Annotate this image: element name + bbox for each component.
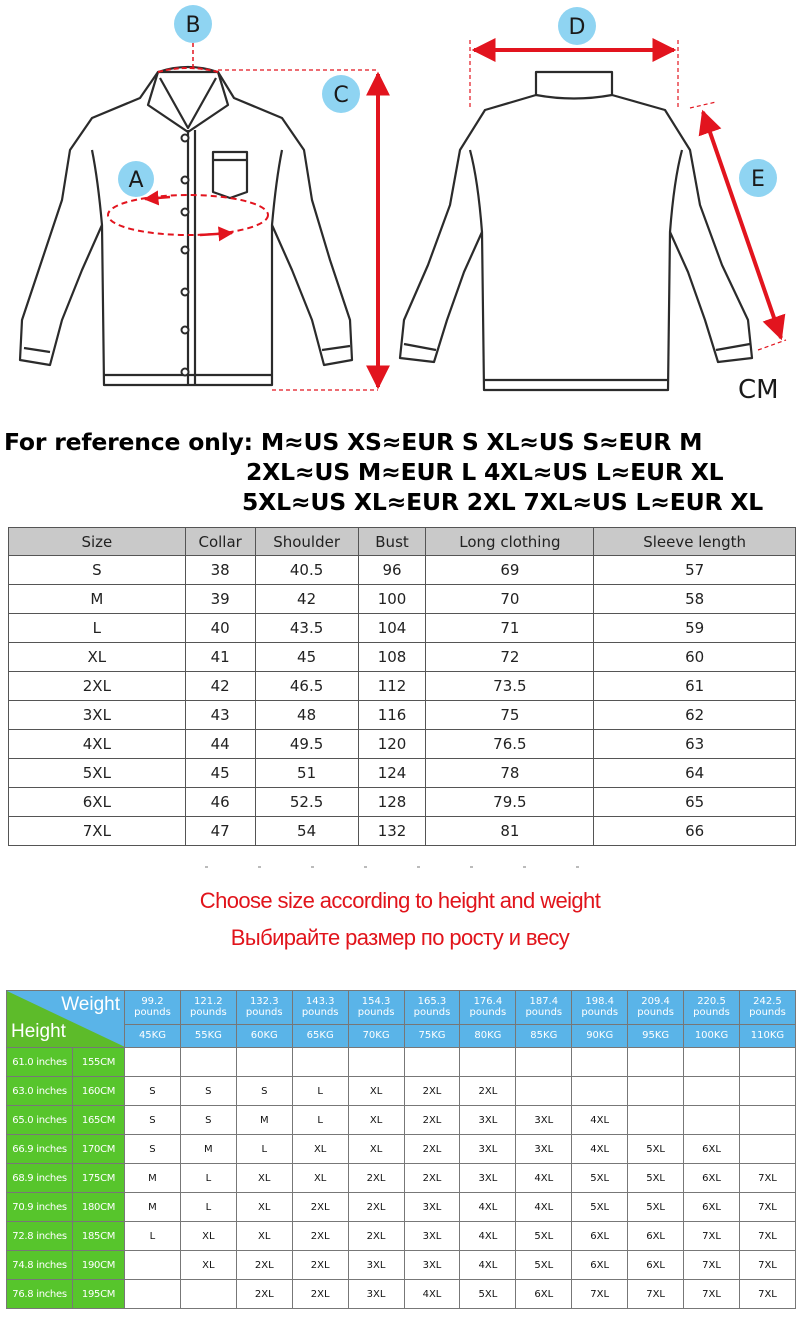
table-cell: XL xyxy=(9,643,186,672)
table-cell: 4XL xyxy=(9,730,186,759)
recommended-size-cell: L xyxy=(125,1222,181,1251)
height-inches-cell: 72.8 inches xyxy=(7,1222,73,1251)
table-cell: 81 xyxy=(426,817,594,846)
pounds-value: 121.2 xyxy=(194,996,223,1008)
recommended-size-cell: 5XL xyxy=(628,1164,684,1193)
choose-size-text-en: Choose size according to height and weight xyxy=(199,888,601,913)
label-bubble-a xyxy=(118,161,154,197)
recommended-size-cell: 3XL xyxy=(460,1164,516,1193)
recommended-size-cell: 4XL xyxy=(460,1193,516,1222)
height-inches-cell: 61.0 inches xyxy=(7,1048,73,1077)
table-cell: 40 xyxy=(185,614,255,643)
table-cell: 78 xyxy=(426,759,594,788)
recommended-size-cell xyxy=(125,1280,181,1309)
table-cell: 96 xyxy=(358,556,426,585)
weight-kg-cell: 90KG xyxy=(572,1024,628,1047)
recommended-size-cell: 5XL xyxy=(572,1193,628,1222)
recommended-size-cell: 2XL xyxy=(292,1222,348,1251)
recommended-size-cell: XL xyxy=(236,1222,292,1251)
weight-kg-cell: 100KG xyxy=(684,1024,740,1047)
pounds-value: 198.4 xyxy=(585,996,615,1008)
pounds-value: 165.3 xyxy=(417,996,447,1008)
recommended-size-cell: 7XL xyxy=(684,1222,740,1251)
label-bubble-e xyxy=(739,159,777,197)
recommended-size-cell xyxy=(739,1077,795,1106)
recommended-size-cell: 2XL xyxy=(348,1222,404,1251)
height-inches-cell: 70.9 inches xyxy=(7,1193,73,1222)
table-cell: 38 xyxy=(185,556,255,585)
pounds-value: 209.4 xyxy=(641,996,670,1008)
svg-text:A: A xyxy=(128,168,144,193)
table-row xyxy=(7,1280,796,1309)
recommended-size-cell xyxy=(180,1048,236,1077)
table-row xyxy=(9,556,796,585)
recommended-size-cell xyxy=(460,1048,516,1077)
separator-dots xyxy=(0,866,800,868)
weight-pounds-cell xyxy=(572,991,628,1025)
recommended-size-cell xyxy=(739,1048,795,1077)
recommended-size-cell: 2XL xyxy=(348,1193,404,1222)
recommended-size-cell: 2XL xyxy=(348,1164,404,1193)
table-row xyxy=(9,585,796,614)
column-header: Shoulder xyxy=(255,528,358,556)
reference-line-3: 5XL≈US XL≈EUR 2XL 7XL≈US L≈EUR XL xyxy=(242,488,764,516)
table-cell: 59 xyxy=(594,614,796,643)
recommended-size-cell: 7XL xyxy=(739,1222,795,1251)
recommended-size-cell: 2XL xyxy=(404,1077,460,1106)
table-row xyxy=(7,1251,796,1280)
height-cm-cell: 185CM xyxy=(73,1222,125,1251)
table-cell: 45 xyxy=(255,643,358,672)
recommended-size-cell: 2XL xyxy=(292,1193,348,1222)
recommended-size-cell: S xyxy=(236,1077,292,1106)
weight-pounds-cell xyxy=(180,991,236,1025)
column-header: Size xyxy=(9,528,186,556)
table-cell: 104 xyxy=(358,614,426,643)
recommended-size-cell: 4XL xyxy=(460,1251,516,1280)
table-cell: 3XL xyxy=(9,701,186,730)
recommended-size-cell: 4XL xyxy=(516,1193,572,1222)
recommended-size-cell xyxy=(348,1048,404,1077)
choose-size-text-ru: Выбирайте размер по росту и весу xyxy=(230,925,570,950)
pounds-value: 176.4 xyxy=(473,996,503,1008)
recommended-size-cell xyxy=(572,1048,628,1077)
recommended-size-cell: L xyxy=(180,1193,236,1222)
recommended-size-cell: XL xyxy=(180,1251,236,1280)
weight-kg-cell: 60KG xyxy=(236,1024,292,1047)
table-cell: 54 xyxy=(255,817,358,846)
table-cell: 69 xyxy=(426,556,594,585)
recommended-size-cell: 3XL xyxy=(404,1251,460,1280)
recommended-size-cell xyxy=(125,1251,181,1280)
height-inches-cell: 74.8 inches xyxy=(7,1251,73,1280)
pounds-unit: pounds xyxy=(357,1007,395,1019)
pounds-unit: pounds xyxy=(693,1007,730,1019)
table-row xyxy=(9,643,796,672)
pounds-unit: pounds xyxy=(749,1007,786,1019)
label-bubble-c xyxy=(322,75,360,113)
shirt-back xyxy=(400,72,752,390)
table-cell: 47 xyxy=(185,817,255,846)
recommended-size-cell: 7XL xyxy=(684,1251,740,1280)
recommended-size-cell: XL xyxy=(348,1077,404,1106)
recommended-size-cell: L xyxy=(236,1135,292,1164)
recommended-size-cell: 4XL xyxy=(572,1135,628,1164)
pounds-unit: pounds xyxy=(301,1007,339,1019)
unit-label: CM xyxy=(738,375,779,405)
weight-label: Weight xyxy=(61,994,120,1015)
recommended-size-cell: L xyxy=(292,1077,348,1106)
recommended-size-cell xyxy=(236,1048,292,1077)
svg-text:E: E xyxy=(751,167,765,192)
table-cell: 71 xyxy=(426,614,594,643)
recommended-size-cell xyxy=(516,1077,572,1106)
recommended-size-cell: 5XL xyxy=(628,1135,684,1164)
height-inches-cell: 68.9 inches xyxy=(7,1164,73,1193)
table-cell: 6XL xyxy=(9,788,186,817)
recommended-size-cell: 4XL xyxy=(516,1164,572,1193)
recommended-size-cell: XL xyxy=(236,1164,292,1193)
table-cell: 79.5 xyxy=(426,788,594,817)
recommended-size-cell: XL xyxy=(180,1222,236,1251)
table-cell: 7XL xyxy=(9,817,186,846)
table-cell: 128 xyxy=(358,788,426,817)
table-cell: 42 xyxy=(255,585,358,614)
recommended-size-cell xyxy=(684,1106,740,1135)
table-cell: 120 xyxy=(358,730,426,759)
recommended-size-cell: 6XL xyxy=(684,1135,740,1164)
table-cell: 70 xyxy=(426,585,594,614)
weight-kg-cell: 45KG xyxy=(125,1024,181,1047)
table-row xyxy=(7,1222,796,1251)
recommended-size-cell: 4XL xyxy=(460,1222,516,1251)
column-header: Collar xyxy=(185,528,255,556)
shirt-front xyxy=(20,67,352,385)
recommended-size-cell: 3XL xyxy=(516,1106,572,1135)
recommended-size-cell: 2XL xyxy=(292,1280,348,1309)
recommended-size-cell xyxy=(180,1280,236,1309)
table-cell: 49.5 xyxy=(255,730,358,759)
recommended-size-cell: 6XL xyxy=(684,1193,740,1222)
recommended-size-cell: 2XL xyxy=(404,1135,460,1164)
weight-pounds-cell xyxy=(460,991,516,1025)
svg-text:D: D xyxy=(568,15,586,40)
table-cell: S xyxy=(9,556,186,585)
table-cell: 75 xyxy=(426,701,594,730)
height-cm-cell: 195CM xyxy=(73,1280,125,1309)
table-cell: 57 xyxy=(594,556,796,585)
table-cell: 58 xyxy=(594,585,796,614)
weight-kg-cell: 85KG xyxy=(516,1024,572,1047)
pounds-value: 187.4 xyxy=(529,996,559,1008)
recommended-size-cell: 6XL xyxy=(628,1222,684,1251)
recommended-size-cell: 4XL xyxy=(572,1106,628,1135)
recommended-size-cell xyxy=(516,1048,572,1077)
weight-kg-cell: 95KG xyxy=(628,1024,684,1047)
table-cell: 132 xyxy=(358,817,426,846)
recommended-size-cell xyxy=(125,1048,181,1077)
recommended-size-cell: L xyxy=(292,1106,348,1135)
table-row xyxy=(7,1135,796,1164)
recommended-size-cell: 3XL xyxy=(460,1106,516,1135)
height-cm-cell: 190CM xyxy=(73,1251,125,1280)
recommended-size-cell: M xyxy=(125,1164,181,1193)
recommended-size-cell: 6XL xyxy=(516,1280,572,1309)
recommended-size-cell: 4XL xyxy=(404,1280,460,1309)
height-inches-cell: 76.8 inches xyxy=(7,1280,73,1309)
table-cell: 43 xyxy=(185,701,255,730)
recommended-size-cell: 5XL xyxy=(516,1251,572,1280)
weight-pounds-cell xyxy=(628,991,684,1025)
recommended-size-cell: 2XL xyxy=(460,1077,516,1106)
pounds-value: 143.3 xyxy=(305,996,335,1008)
weight-pounds-cell xyxy=(348,991,404,1025)
table-row xyxy=(9,788,796,817)
table-row xyxy=(7,1048,796,1077)
weight-kg-cell: 55KG xyxy=(180,1024,236,1047)
weight-pounds-cell xyxy=(292,991,348,1025)
table-row xyxy=(7,1077,796,1106)
recommended-size-cell xyxy=(404,1048,460,1077)
recommended-size-cell: 5XL xyxy=(460,1280,516,1309)
pounds-unit: pounds xyxy=(581,1007,619,1019)
recommended-size-cell: S xyxy=(180,1077,236,1106)
height-label: Height xyxy=(11,1021,66,1042)
table-row xyxy=(7,1164,796,1193)
table-row xyxy=(7,1106,796,1135)
svg-text:C: C xyxy=(333,83,349,108)
pounds-unit: pounds xyxy=(469,1007,507,1019)
table-cell: 65 xyxy=(594,788,796,817)
height-cm-cell: 170CM xyxy=(73,1135,125,1164)
recommended-size-cell: M xyxy=(180,1135,236,1164)
pounds-unit: pounds xyxy=(413,1007,451,1019)
pounds-unit: pounds xyxy=(134,1007,171,1019)
recommended-size-cell: S xyxy=(125,1135,181,1164)
table-cell: 63 xyxy=(594,730,796,759)
pounds-unit: pounds xyxy=(190,1007,227,1019)
recommended-size-cell: 7XL xyxy=(739,1164,795,1193)
table-corner-header xyxy=(7,991,125,1048)
table-cell: 62 xyxy=(594,701,796,730)
recommended-size-cell: 7XL xyxy=(572,1280,628,1309)
recommended-size-cell: 6XL xyxy=(628,1251,684,1280)
table-cell: 40.5 xyxy=(255,556,358,585)
height-weight-table xyxy=(6,990,796,1309)
label-bubble-b xyxy=(174,5,212,43)
recommended-size-cell: 3XL xyxy=(404,1222,460,1251)
table-cell: 48 xyxy=(255,701,358,730)
pounds-unit: pounds xyxy=(525,1007,563,1019)
recommended-size-cell: 3XL xyxy=(348,1251,404,1280)
weight-pounds-cell xyxy=(516,991,572,1025)
reference-line-1: For reference only: M≈US XS≈EUR S XL≈US S≈EUR M xyxy=(4,428,703,456)
table-cell: 2XL xyxy=(9,672,186,701)
height-cm-cell: 165CM xyxy=(73,1106,125,1135)
height-cm-cell: 155CM xyxy=(73,1048,125,1077)
weight-kg-cell: 80KG xyxy=(460,1024,516,1047)
recommended-size-cell: 7XL xyxy=(739,1280,795,1309)
recommended-size-cell xyxy=(739,1106,795,1135)
recommended-size-cell xyxy=(628,1048,684,1077)
table-row xyxy=(9,672,796,701)
pounds-value: 99.2 xyxy=(141,996,164,1008)
table-cell: 43.5 xyxy=(255,614,358,643)
shirt-measurement-diagram xyxy=(0,0,800,420)
pounds-unit: pounds xyxy=(245,1007,283,1019)
table-cell: 64 xyxy=(594,759,796,788)
table-row xyxy=(9,701,796,730)
height-inches-cell: 66.9 inches xyxy=(7,1135,73,1164)
recommended-size-cell: 2XL xyxy=(236,1251,292,1280)
height-cm-cell: 180CM xyxy=(73,1193,125,1222)
label-bubble-d xyxy=(558,7,596,45)
recommended-size-cell: 6XL xyxy=(572,1251,628,1280)
table-cell: 42 xyxy=(185,672,255,701)
weight-kg-cell: 75KG xyxy=(404,1024,460,1047)
recommended-size-cell xyxy=(628,1077,684,1106)
recommended-size-cell: XL xyxy=(292,1135,348,1164)
column-header: Long clothing xyxy=(426,528,594,556)
size-table-body xyxy=(9,556,796,846)
pounds-value: 132.3 xyxy=(249,996,279,1008)
column-header: Sleeve length xyxy=(594,528,796,556)
table-cell: 116 xyxy=(358,701,426,730)
recommended-size-cell: 3XL xyxy=(516,1135,572,1164)
recommended-size-cell: 5XL xyxy=(628,1193,684,1222)
size-chart-table xyxy=(8,527,796,846)
height-inches-cell: 63.0 inches xyxy=(7,1077,73,1106)
recommended-size-cell: XL xyxy=(236,1193,292,1222)
table-cell: 5XL xyxy=(9,759,186,788)
recommended-size-cell xyxy=(572,1077,628,1106)
recommended-size-cell: XL xyxy=(348,1106,404,1135)
recommended-size-cell: 5XL xyxy=(516,1222,572,1251)
recommended-size-cell: 7XL xyxy=(739,1251,795,1280)
recommended-size-cell: 2XL xyxy=(404,1106,460,1135)
weight-pounds-cell xyxy=(739,991,795,1025)
table-cell: 66 xyxy=(594,817,796,846)
weight-pounds-cell xyxy=(684,991,740,1025)
column-header: Bust xyxy=(358,528,426,556)
size-table-header-row xyxy=(9,528,796,556)
recommended-size-cell: 3XL xyxy=(348,1280,404,1309)
table-cell: 124 xyxy=(358,759,426,788)
weight-pounds-cell xyxy=(404,991,460,1025)
pounds-unit: pounds xyxy=(637,1007,674,1019)
table-row xyxy=(9,614,796,643)
recommended-size-cell xyxy=(628,1106,684,1135)
recommended-size-cell: 5XL xyxy=(572,1164,628,1193)
weight-pounds-cell xyxy=(236,991,292,1025)
table-cell: 46 xyxy=(185,788,255,817)
height-weight-body xyxy=(7,1048,796,1309)
weight-kg-cell: 110KG xyxy=(739,1024,795,1047)
height-cm-cell: 175CM xyxy=(73,1164,125,1193)
height-inches-cell: 65.0 inches xyxy=(7,1106,73,1135)
table-cell: 112 xyxy=(358,672,426,701)
recommended-size-cell: M xyxy=(125,1193,181,1222)
table-cell: 76.5 xyxy=(426,730,594,759)
recommended-size-cell: M xyxy=(236,1106,292,1135)
table-cell: 60 xyxy=(594,643,796,672)
weight-kg-cell: 65KG xyxy=(292,1024,348,1047)
height-cm-cell: 160CM xyxy=(73,1077,125,1106)
recommended-size-cell: L xyxy=(180,1164,236,1193)
recommended-size-cell: 6XL xyxy=(684,1164,740,1193)
recommended-size-cell: 3XL xyxy=(460,1135,516,1164)
recommended-size-cell: XL xyxy=(348,1135,404,1164)
table-cell: M xyxy=(9,585,186,614)
table-row xyxy=(9,730,796,759)
recommended-size-cell xyxy=(684,1077,740,1106)
recommended-size-cell: 7XL xyxy=(628,1280,684,1309)
recommended-size-cell xyxy=(292,1048,348,1077)
recommended-size-cell: 2XL xyxy=(404,1164,460,1193)
table-cell: 46.5 xyxy=(255,672,358,701)
weight-kg-cell: 70KG xyxy=(348,1024,404,1047)
table-cell: 100 xyxy=(358,585,426,614)
table-cell: 51 xyxy=(255,759,358,788)
table-cell: 72 xyxy=(426,643,594,672)
weight-kg-row xyxy=(7,1024,796,1047)
recommended-size-cell: 7XL xyxy=(739,1193,795,1222)
table-cell: 39 xyxy=(185,585,255,614)
table-cell: 44 xyxy=(185,730,255,759)
table-cell: 41 xyxy=(185,643,255,672)
recommended-size-cell xyxy=(739,1135,795,1164)
table-row xyxy=(9,817,796,846)
table-row xyxy=(7,1193,796,1222)
table-cell: 61 xyxy=(594,672,796,701)
recommended-size-cell: 3XL xyxy=(404,1193,460,1222)
pounds-value: 154.3 xyxy=(361,996,391,1008)
svg-text:B: B xyxy=(185,13,201,38)
recommended-size-cell: 2XL xyxy=(236,1280,292,1309)
pounds-value: 242.5 xyxy=(753,996,782,1008)
recommended-size-cell: 2XL xyxy=(292,1251,348,1280)
table-cell: 45 xyxy=(185,759,255,788)
reference-line-2: 2XL≈US M≈EUR L 4XL≈US L≈EUR XL xyxy=(246,458,724,486)
recommended-size-cell xyxy=(684,1048,740,1077)
table-cell: 52.5 xyxy=(255,788,358,817)
recommended-size-cell: S xyxy=(180,1106,236,1135)
weight-pounds-cell xyxy=(125,991,181,1025)
table-cell: L xyxy=(9,614,186,643)
recommended-size-cell: 6XL xyxy=(572,1222,628,1251)
table-cell: 108 xyxy=(358,643,426,672)
table-row xyxy=(9,759,796,788)
recommended-size-cell: XL xyxy=(292,1164,348,1193)
table-cell: 73.5 xyxy=(426,672,594,701)
pounds-value: 220.5 xyxy=(697,996,726,1008)
recommended-size-cell: S xyxy=(125,1106,181,1135)
weight-pounds-row xyxy=(7,991,796,1025)
recommended-size-cell: S xyxy=(125,1077,181,1106)
recommended-size-cell: 7XL xyxy=(684,1280,740,1309)
